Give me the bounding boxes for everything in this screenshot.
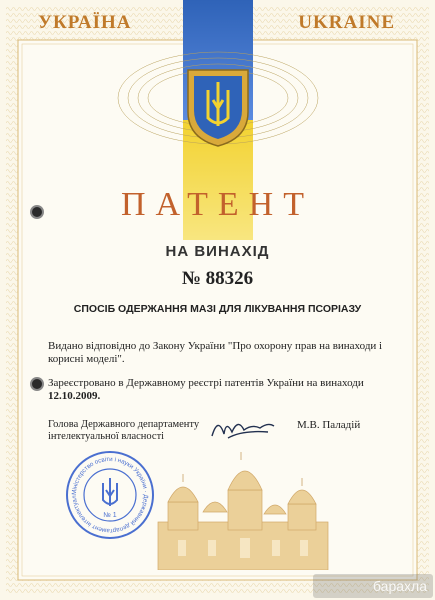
cathedral-illustration: [148, 452, 338, 570]
document-subtitle: НА ВИНАХІД: [165, 243, 270, 260]
coat-of-arms-icon: [188, 70, 248, 146]
handwritten-signature: [208, 410, 278, 446]
invention-title: СПОСІБ ОДЕРЖАННЯ МАЗІ ДЛЯ ЛІКУВАННЯ ПСОРІАЗУ: [73, 303, 362, 315]
signatory-title: Голова Державного департаменту інтелектуальної власності: [48, 419, 200, 442]
issued-paragraph: Видано відповідно до Закону України "Про охорону прав на винаходи і корисні моделі".: [48, 340, 383, 365]
patent-number: № 88326: [181, 268, 254, 289]
header-ukraine-ua: УКРАЇНА: [38, 12, 132, 33]
watermark-text: барахла: [372, 578, 427, 594]
official-seal: [65, 450, 155, 540]
document-title: ПАТЕНТ: [121, 186, 314, 223]
trident-icon: [103, 478, 117, 506]
signatory-name: М.В. Паладій: [297, 419, 361, 431]
seal-center-number: № 1: [103, 512, 117, 519]
binding-hole: [30, 377, 44, 391]
registered-text: Зареєстровано в Державному реєстрі патентів України на винаходи: [48, 377, 364, 389]
registered-paragraph: [48, 377, 388, 403]
seal-ring-text: Міністерство освіти і науки України · Державний департамент інтелектуал: [70, 455, 150, 535]
header-ukraine-en: UKRAINE: [298, 12, 395, 33]
registered-date: 12.10.2009.: [48, 390, 101, 402]
